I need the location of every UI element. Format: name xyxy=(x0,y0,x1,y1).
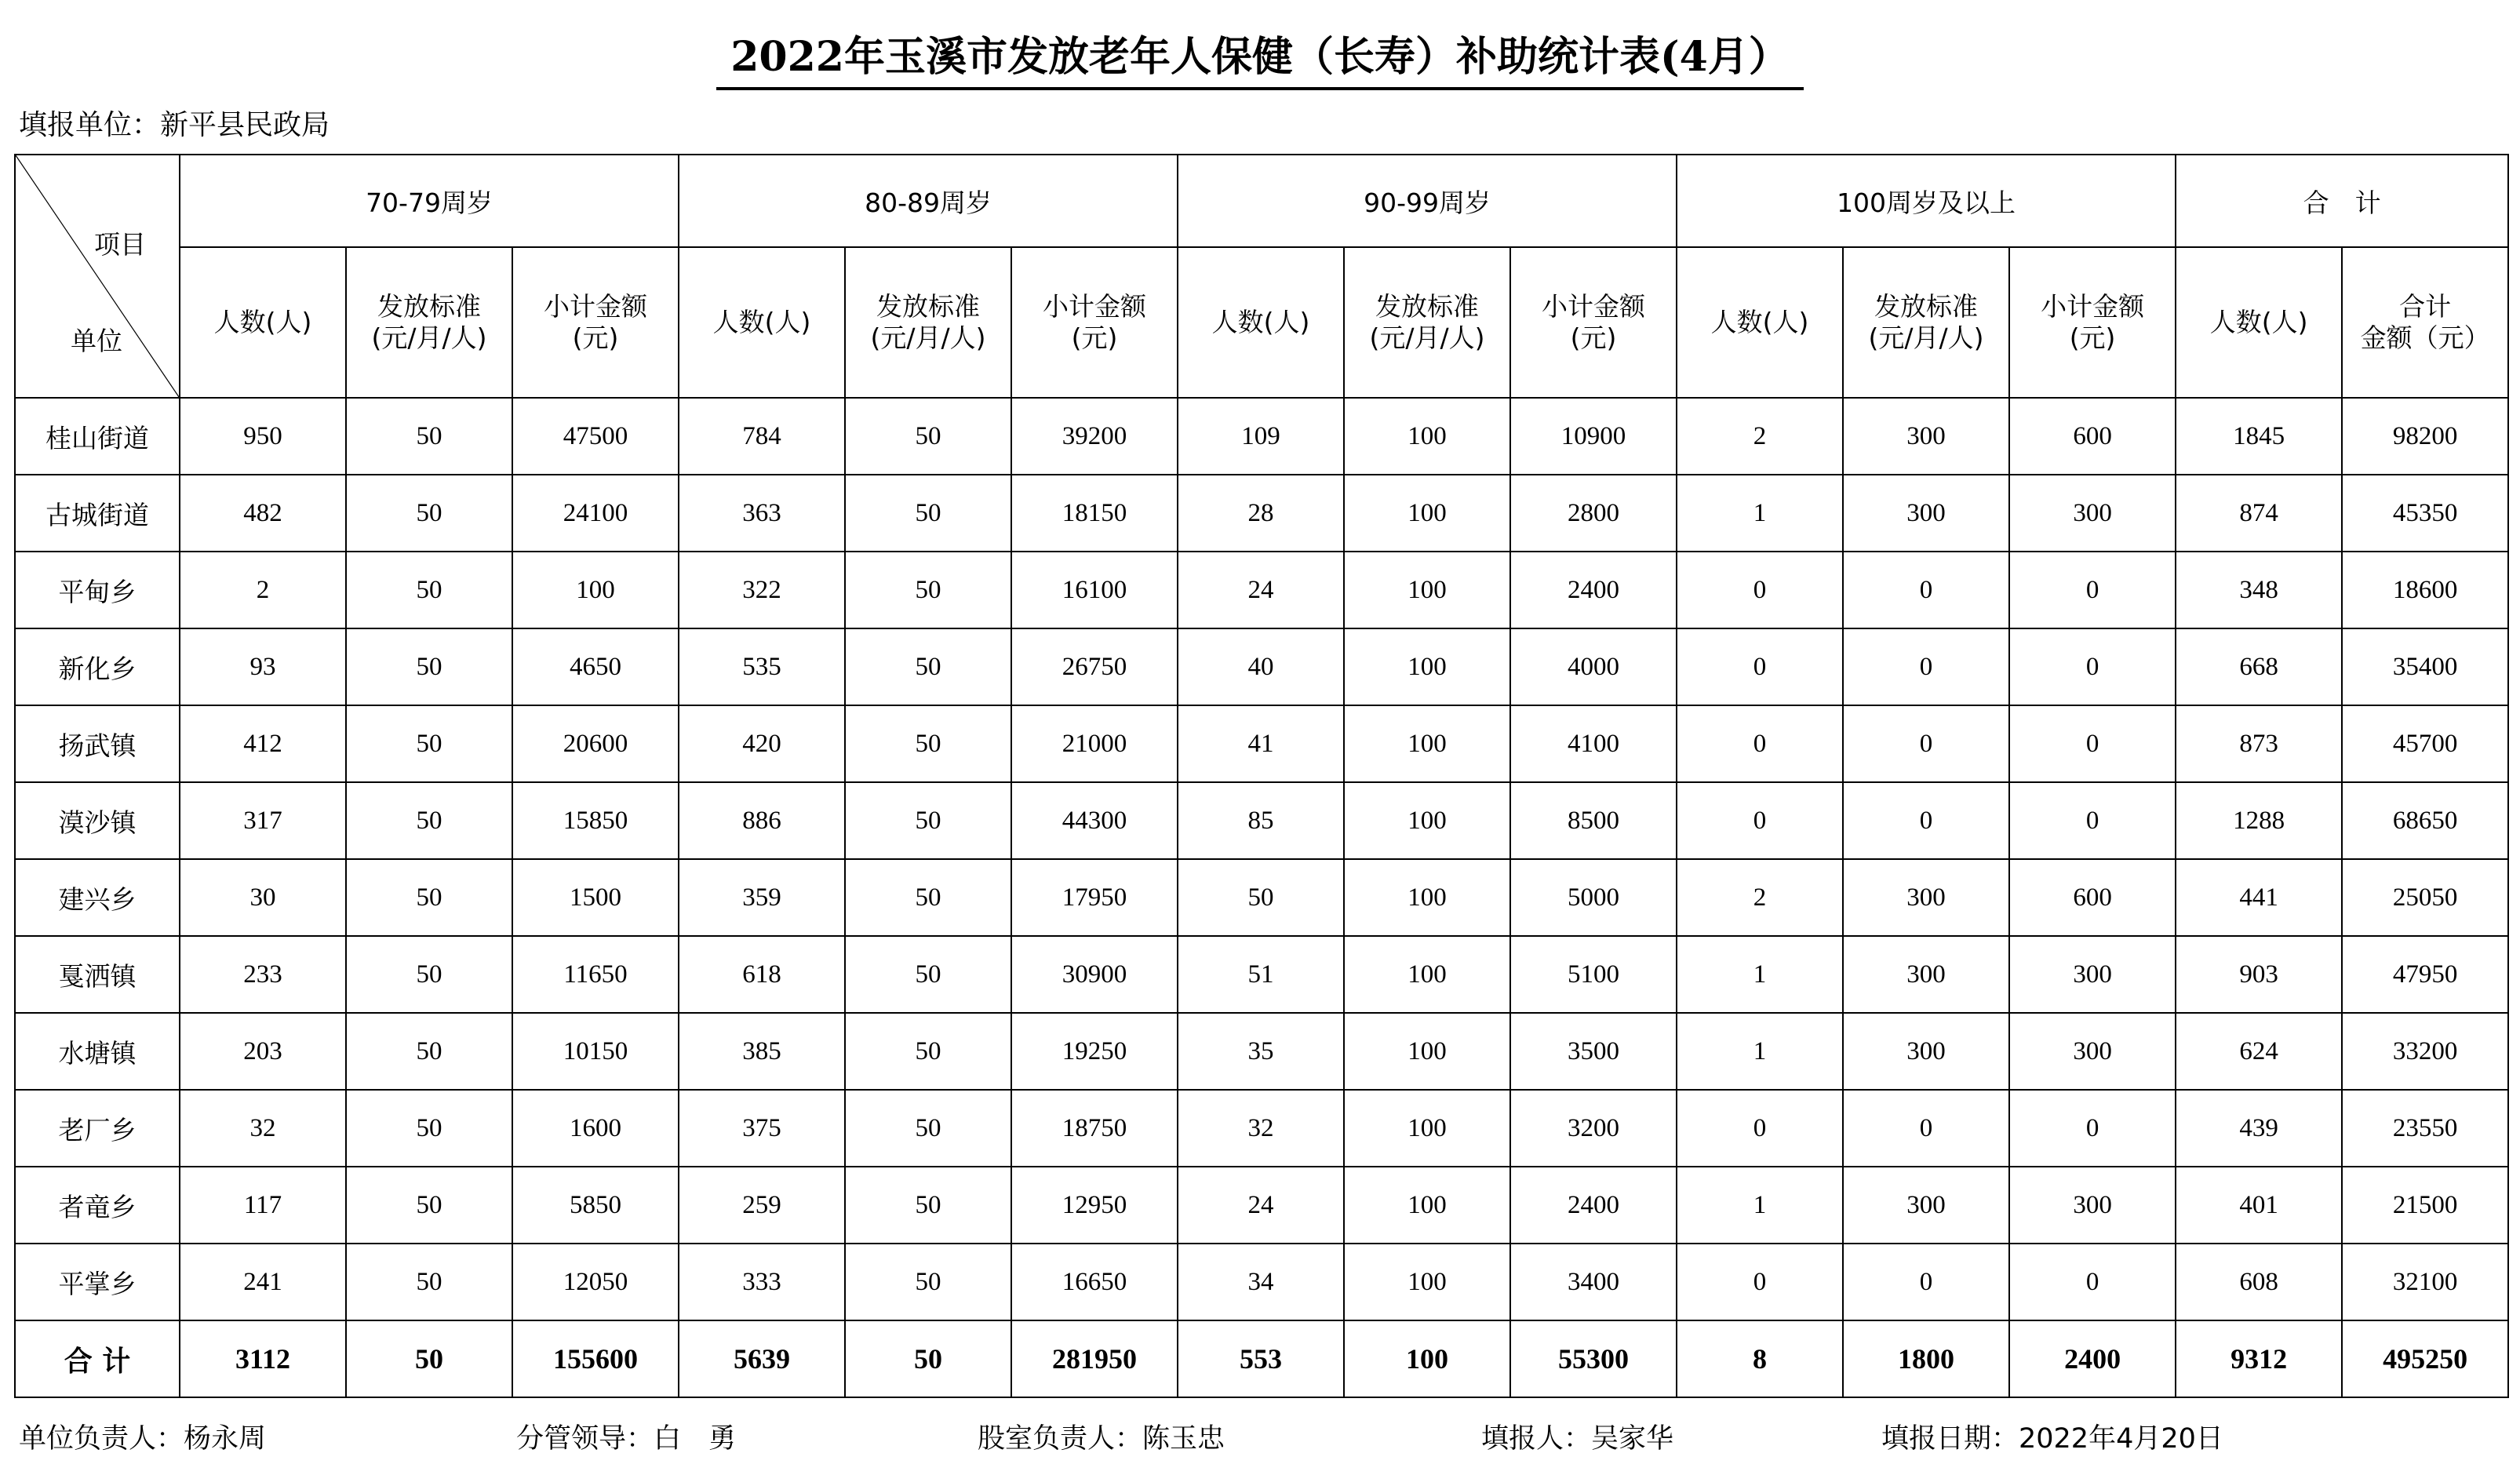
table-row xyxy=(15,398,2520,475)
standard-90-99-cell: 100 xyxy=(1344,628,1510,705)
header-row-groups xyxy=(15,155,2520,247)
count-90-99-cell: 51 xyxy=(1178,936,1344,1013)
standard-70-79-cell: 50 xyxy=(346,475,512,552)
count-70-79-cell: 950 xyxy=(180,398,346,475)
subtotal-90-99-cell: 2800 xyxy=(1510,475,1677,552)
total-count-cell: 624 xyxy=(2176,1013,2342,1090)
count-80-89-cell: 322 xyxy=(679,552,845,628)
standard-100-plus-cell: 1800 xyxy=(1843,1320,2009,1397)
table-row xyxy=(15,1167,2520,1244)
total-count-cell: 9312 xyxy=(2176,1320,2342,1397)
count-100-plus-cell: 1 xyxy=(1677,1013,1843,1090)
count-80-89-cell: 5639 xyxy=(679,1320,845,1397)
standard-70-79-cell: 50 xyxy=(346,628,512,705)
total-count-cell: 441 xyxy=(2176,859,2342,936)
total-count-cell: 439 xyxy=(2176,1090,2342,1167)
table-row xyxy=(15,1013,2520,1090)
subtotal-90-99-cell: 3200 xyxy=(1510,1090,1677,1167)
subtotal-80-89-cell: 21000 xyxy=(1011,705,1178,782)
count-70-79-cell: 30 xyxy=(180,859,346,936)
unit-name-cell: 新化乡 xyxy=(15,628,180,705)
footer-section-head: 股室负责人：陈玉忠 xyxy=(978,1423,1225,1455)
standard-80-89-cell: 50 xyxy=(845,705,1011,782)
standard-90-99-cell: 100 xyxy=(1344,859,1510,936)
standard-100-plus-cell: 0 xyxy=(1843,782,2009,859)
unit-name-cell: 漠沙镇 xyxy=(15,782,180,859)
corner-cell xyxy=(15,155,180,398)
subtotal-100-plus-cell: 0 xyxy=(2009,1244,2176,1320)
total-amount-cell: 18600 xyxy=(2342,552,2508,628)
total-amount-cell: 45350 xyxy=(2342,475,2508,552)
col-header-subtotal: 小计金额 (元) xyxy=(2009,247,2176,398)
standard-80-89-cell: 50 xyxy=(845,552,1011,628)
col-header-standard: 发放标准 (元/月/人) xyxy=(845,247,1011,398)
reporting-unit-value: 新平县民政局 xyxy=(160,109,330,141)
standard-80-89-cell: 50 xyxy=(845,1244,1011,1320)
subtotal-70-79-cell: 20600 xyxy=(512,705,679,782)
subtotal-100-plus-cell: 300 xyxy=(2009,475,2176,552)
total-count-cell: 903 xyxy=(2176,936,2342,1013)
subtotal-80-89-cell: 18750 xyxy=(1011,1090,1178,1167)
standard-80-89-cell: 50 xyxy=(845,1320,1011,1397)
subtotal-100-plus-cell: 0 xyxy=(2009,552,2176,628)
standard-70-79-cell: 50 xyxy=(346,782,512,859)
standard-100-plus-cell: 0 xyxy=(1843,628,2009,705)
unit-name-cell: 桂山街道 xyxy=(15,398,180,475)
table-title xyxy=(0,22,2520,93)
reporting-unit-label: 填报单位： xyxy=(19,109,161,141)
total-amount-cell: 47950 xyxy=(2342,936,2508,1013)
standard-70-79-cell: 50 xyxy=(346,1167,512,1244)
count-90-99-cell: 553 xyxy=(1178,1320,1344,1397)
subtotal-70-79-cell: 4650 xyxy=(512,628,679,705)
count-100-plus-cell: 1 xyxy=(1677,475,1843,552)
total-amount-cell: 68650 xyxy=(2342,782,2508,859)
subtotal-70-79-cell: 15850 xyxy=(512,782,679,859)
unit-name-cell: 扬武镇 xyxy=(15,705,180,782)
subtotal-90-99-cell: 4100 xyxy=(1510,705,1677,782)
standard-70-79-cell: 50 xyxy=(346,1244,512,1320)
signature-footer xyxy=(0,1417,2520,1461)
standard-90-99-cell: 100 xyxy=(1344,1167,1510,1244)
subtotal-70-79-cell: 47500 xyxy=(512,398,679,475)
corner-label-item: 项目 xyxy=(94,229,146,260)
subtotal-100-plus-cell: 600 xyxy=(2009,398,2176,475)
group-header-100-plus: 100周岁及以上 xyxy=(1677,155,2176,247)
standard-100-plus-cell: 0 xyxy=(1843,552,2009,628)
subtotal-90-99-cell: 55300 xyxy=(1510,1320,1677,1397)
standard-70-79-cell: 50 xyxy=(346,1090,512,1167)
group-header-total: 合 计 xyxy=(2176,155,2508,247)
subtotal-70-79-cell: 1500 xyxy=(512,859,679,936)
corner-label-unit: 单位 xyxy=(71,326,122,356)
unit-name-cell: 老厂乡 xyxy=(15,1090,180,1167)
unit-name-cell: 合 计 xyxy=(15,1320,180,1397)
footer-supervisor: 分管领导：白 勇 xyxy=(516,1423,737,1455)
table-row xyxy=(15,552,2520,628)
table-row xyxy=(15,859,2520,936)
subtotal-100-plus-cell: 300 xyxy=(2009,1013,2176,1090)
count-100-plus-cell: 0 xyxy=(1677,628,1843,705)
count-100-plus-cell: 2 xyxy=(1677,398,1843,475)
standard-100-plus-cell: 300 xyxy=(1843,936,2009,1013)
col-header-count: 人数(人) xyxy=(1178,247,1344,398)
count-70-79-cell: 233 xyxy=(180,936,346,1013)
standard-80-89-cell: 50 xyxy=(845,859,1011,936)
reporting-unit xyxy=(19,102,330,149)
count-100-plus-cell: 0 xyxy=(1677,705,1843,782)
total-amount-cell: 495250 xyxy=(2342,1320,2508,1397)
count-80-89-cell: 886 xyxy=(679,782,845,859)
count-80-89-cell: 363 xyxy=(679,475,845,552)
standard-70-79-cell: 50 xyxy=(346,859,512,936)
count-90-99-cell: 32 xyxy=(1178,1090,1344,1167)
col-header-count: 人数(人) xyxy=(679,247,845,398)
count-70-79-cell: 203 xyxy=(180,1013,346,1090)
table-row xyxy=(15,936,2520,1013)
subtotal-80-89-cell: 44300 xyxy=(1011,782,1178,859)
standard-100-plus-cell: 0 xyxy=(1843,1090,2009,1167)
count-100-plus-cell: 1 xyxy=(1677,936,1843,1013)
standard-100-plus-cell: 300 xyxy=(1843,475,2009,552)
subsidy-table xyxy=(14,154,2520,1398)
count-70-79-cell: 482 xyxy=(180,475,346,552)
standard-80-89-cell: 50 xyxy=(845,1013,1011,1090)
standard-70-79-cell: 50 xyxy=(346,1013,512,1090)
count-80-89-cell: 385 xyxy=(679,1013,845,1090)
unit-name-cell: 古城街道 xyxy=(15,475,180,552)
standard-80-89-cell: 50 xyxy=(845,398,1011,475)
col-header-standard: 发放标准 (元/月/人) xyxy=(346,247,512,398)
group-header-80-89: 80-89周岁 xyxy=(679,155,1178,247)
table-row xyxy=(15,1090,2520,1167)
subtotal-90-99-cell: 5000 xyxy=(1510,859,1677,936)
count-90-99-cell: 24 xyxy=(1178,552,1344,628)
col-header-count: 人数(人) xyxy=(1677,247,1843,398)
standard-90-99-cell: 100 xyxy=(1344,1244,1510,1320)
footer-filler: 填报人：吴家华 xyxy=(1481,1423,1674,1455)
subtotal-80-89-cell: 12950 xyxy=(1011,1167,1178,1244)
count-90-99-cell: 109 xyxy=(1178,398,1344,475)
table-row xyxy=(15,705,2520,782)
table-row xyxy=(15,782,2520,859)
subtotal-80-89-cell: 17950 xyxy=(1011,859,1178,936)
count-70-79-cell: 412 xyxy=(180,705,346,782)
col-header-subtotal: 小计金额 (元) xyxy=(1510,247,1677,398)
table-title-text: 2022年玉溪市发放老年人保健（长寿）补助统计表(4月） xyxy=(716,27,1804,90)
count-90-99-cell: 28 xyxy=(1178,475,1344,552)
subtotal-90-99-cell: 10900 xyxy=(1510,398,1677,475)
standard-90-99-cell: 100 xyxy=(1344,475,1510,552)
unit-name-cell: 水塘镇 xyxy=(15,1013,180,1090)
count-70-79-cell: 2 xyxy=(180,552,346,628)
subtotal-80-89-cell: 281950 xyxy=(1011,1320,1178,1397)
subtotal-90-99-cell: 2400 xyxy=(1510,552,1677,628)
total-count-cell: 608 xyxy=(2176,1244,2342,1320)
standard-80-89-cell: 50 xyxy=(845,1167,1011,1244)
total-amount-cell: 32100 xyxy=(2342,1244,2508,1320)
count-70-79-cell: 3112 xyxy=(180,1320,346,1397)
standard-70-79-cell: 50 xyxy=(346,936,512,1013)
standard-100-plus-cell: 300 xyxy=(1843,398,2009,475)
subtotal-70-79-cell: 155600 xyxy=(512,1320,679,1397)
standard-100-plus-cell: 0 xyxy=(1843,705,2009,782)
standard-100-plus-cell: 300 xyxy=(1843,1013,2009,1090)
footer-unit-leader: 单位负责人：杨永周 xyxy=(19,1423,267,1455)
total-amount-cell: 33200 xyxy=(2342,1013,2508,1090)
subtotal-100-plus-cell: 2400 xyxy=(2009,1320,2176,1397)
col-header-count: 人数(人) xyxy=(180,247,346,398)
subtotal-80-89-cell: 19250 xyxy=(1011,1013,1178,1090)
standard-90-99-cell: 100 xyxy=(1344,1320,1510,1397)
total-count-cell: 1845 xyxy=(2176,398,2342,475)
total-count-cell: 1288 xyxy=(2176,782,2342,859)
subtotal-80-89-cell: 26750 xyxy=(1011,628,1178,705)
standard-90-99-cell: 100 xyxy=(1344,705,1510,782)
subtotal-80-89-cell: 16650 xyxy=(1011,1244,1178,1320)
total-amount-cell: 45700 xyxy=(2342,705,2508,782)
subtotal-100-plus-cell: 0 xyxy=(2009,628,2176,705)
subtotal-100-plus-cell: 0 xyxy=(2009,782,2176,859)
standard-100-plus-cell: 0 xyxy=(1843,1244,2009,1320)
count-80-89-cell: 618 xyxy=(679,936,845,1013)
count-90-99-cell: 35 xyxy=(1178,1013,1344,1090)
col-header-total-count: 人数(人) xyxy=(2176,247,2342,398)
count-100-plus-cell: 8 xyxy=(1677,1320,1843,1397)
standard-70-79-cell: 50 xyxy=(346,552,512,628)
count-100-plus-cell: 0 xyxy=(1677,1244,1843,1320)
col-header-subtotal: 小计金额 (元) xyxy=(1011,247,1178,398)
unit-name-cell: 平甸乡 xyxy=(15,552,180,628)
standard-80-89-cell: 50 xyxy=(845,475,1011,552)
subtotal-90-99-cell: 8500 xyxy=(1510,782,1677,859)
total-count-cell: 873 xyxy=(2176,705,2342,782)
total-amount-cell: 21500 xyxy=(2342,1167,2508,1244)
subtotal-100-plus-cell: 0 xyxy=(2009,1090,2176,1167)
unit-name-cell: 建兴乡 xyxy=(15,859,180,936)
standard-100-plus-cell: 300 xyxy=(1843,1167,2009,1244)
subtotal-90-99-cell: 2400 xyxy=(1510,1167,1677,1244)
count-90-99-cell: 24 xyxy=(1178,1167,1344,1244)
group-header-90-99: 90-99周岁 xyxy=(1178,155,1677,247)
table-row xyxy=(15,475,2520,552)
count-70-79-cell: 93 xyxy=(180,628,346,705)
standard-70-79-cell: 50 xyxy=(346,705,512,782)
standard-90-99-cell: 100 xyxy=(1344,552,1510,628)
total-count-cell: 401 xyxy=(2176,1167,2342,1244)
total-count-cell: 874 xyxy=(2176,475,2342,552)
count-70-79-cell: 32 xyxy=(180,1090,346,1167)
subtotal-90-99-cell: 3400 xyxy=(1510,1244,1677,1320)
subtotal-80-89-cell: 39200 xyxy=(1011,398,1178,475)
table-row xyxy=(15,1244,2520,1320)
subtotal-100-plus-cell: 0 xyxy=(2009,705,2176,782)
count-80-89-cell: 375 xyxy=(679,1090,845,1167)
footer-date: 填报日期：2022年4月20日 xyxy=(1881,1423,2223,1455)
count-70-79-cell: 317 xyxy=(180,782,346,859)
count-80-89-cell: 259 xyxy=(679,1167,845,1244)
subtotal-70-79-cell: 100 xyxy=(512,552,679,628)
subtotal-100-plus-cell: 300 xyxy=(2009,1167,2176,1244)
standard-90-99-cell: 100 xyxy=(1344,1090,1510,1167)
count-100-plus-cell: 1 xyxy=(1677,1167,1843,1244)
subtotal-70-79-cell: 1600 xyxy=(512,1090,679,1167)
total-count-cell: 668 xyxy=(2176,628,2342,705)
standard-80-89-cell: 50 xyxy=(845,628,1011,705)
count-80-89-cell: 784 xyxy=(679,398,845,475)
total-amount-cell: 98200 xyxy=(2342,398,2508,475)
header-row-columns xyxy=(15,247,2520,398)
count-80-89-cell: 333 xyxy=(679,1244,845,1320)
standard-100-plus-cell: 300 xyxy=(1843,859,2009,936)
unit-name-cell: 戛洒镇 xyxy=(15,936,180,1013)
count-90-99-cell: 85 xyxy=(1178,782,1344,859)
total-row xyxy=(15,1320,2520,1397)
total-count-cell: 348 xyxy=(2176,552,2342,628)
count-70-79-cell: 117 xyxy=(180,1167,346,1244)
count-100-plus-cell: 0 xyxy=(1677,782,1843,859)
count-80-89-cell: 535 xyxy=(679,628,845,705)
unit-name-cell: 平掌乡 xyxy=(15,1244,180,1320)
standard-80-89-cell: 50 xyxy=(845,1090,1011,1167)
subtotal-80-89-cell: 16100 xyxy=(1011,552,1178,628)
subtotal-90-99-cell: 4000 xyxy=(1510,628,1677,705)
total-amount-cell: 25050 xyxy=(2342,859,2508,936)
subtotal-80-89-cell: 18150 xyxy=(1011,475,1178,552)
subtotal-70-79-cell: 10150 xyxy=(512,1013,679,1090)
subtotal-90-99-cell: 3500 xyxy=(1510,1013,1677,1090)
col-header-total-amount: 合计 金额（元） xyxy=(2342,247,2508,398)
table-row xyxy=(15,628,2520,705)
standard-90-99-cell: 100 xyxy=(1344,936,1510,1013)
count-90-99-cell: 40 xyxy=(1178,628,1344,705)
standard-90-99-cell: 100 xyxy=(1344,782,1510,859)
standard-90-99-cell: 100 xyxy=(1344,1013,1510,1090)
subtotal-100-plus-cell: 600 xyxy=(2009,859,2176,936)
subtotal-100-plus-cell: 300 xyxy=(2009,936,2176,1013)
count-80-89-cell: 420 xyxy=(679,705,845,782)
col-header-standard: 发放标准 (元/月/人) xyxy=(1344,247,1510,398)
group-header-70-79: 70-79周岁 xyxy=(180,155,679,247)
standard-80-89-cell: 50 xyxy=(845,782,1011,859)
count-100-plus-cell: 0 xyxy=(1677,552,1843,628)
standard-70-79-cell: 50 xyxy=(346,1320,512,1397)
subtotal-80-89-cell: 30900 xyxy=(1011,936,1178,1013)
standard-70-79-cell: 50 xyxy=(346,398,512,475)
count-80-89-cell: 359 xyxy=(679,859,845,936)
subtotal-70-79-cell: 24100 xyxy=(512,475,679,552)
standard-80-89-cell: 50 xyxy=(845,936,1011,1013)
count-90-99-cell: 41 xyxy=(1178,705,1344,782)
count-90-99-cell: 34 xyxy=(1178,1244,1344,1320)
subtotal-70-79-cell: 11650 xyxy=(512,936,679,1013)
subtotal-70-79-cell: 12050 xyxy=(512,1244,679,1320)
total-amount-cell: 23550 xyxy=(2342,1090,2508,1167)
count-70-79-cell: 241 xyxy=(180,1244,346,1320)
count-100-plus-cell: 2 xyxy=(1677,859,1843,936)
count-90-99-cell: 50 xyxy=(1178,859,1344,936)
total-amount-cell: 35400 xyxy=(2342,628,2508,705)
col-header-standard: 发放标准 (元/月/人) xyxy=(1843,247,2009,398)
subtotal-90-99-cell: 5100 xyxy=(1510,936,1677,1013)
count-100-plus-cell: 0 xyxy=(1677,1090,1843,1167)
col-header-subtotal: 小计金额 (元) xyxy=(512,247,679,398)
unit-name-cell: 者竜乡 xyxy=(15,1167,180,1244)
standard-90-99-cell: 100 xyxy=(1344,398,1510,475)
subtotal-70-79-cell: 5850 xyxy=(512,1167,679,1244)
diagonal-line xyxy=(16,155,179,397)
